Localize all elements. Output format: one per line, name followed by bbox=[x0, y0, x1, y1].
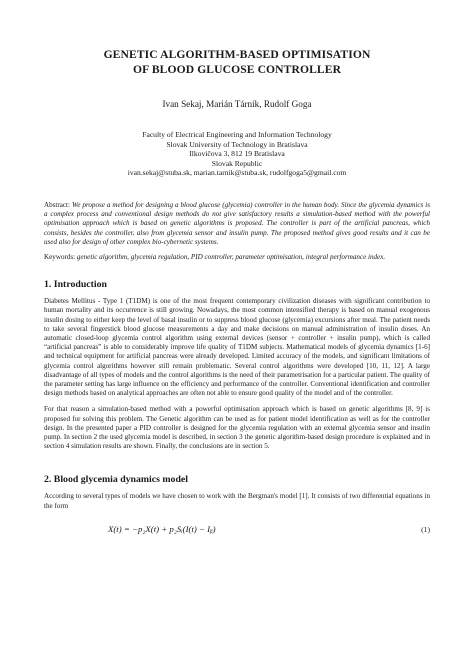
affiliation-line: Slovak University of Technology in Bratislava bbox=[166, 139, 308, 149]
section-1-heading: 1. Introduction bbox=[44, 279, 107, 291]
title-line-2: OF BLOOD GLUCOSE CONTROLLER bbox=[132, 63, 342, 76]
section-1-paragraph-1: Diabetes Mellitus - Type 1 (T1DM) is one of the most frequent contemporary civilization diseases with significant contribution to human mortality and its occurrence is still growing. Nowadays, the most common intensified therapy is based on manual exogenous insulin dosing to either keep the level of basal insulin or to suppress blood glucose (glycemia) excursions after meal. The patient needs to take several fingerstick blood glucose measurements a day and make decisions on manual administration of insulin doses. An automatic closed-loop glycemia control algorithm using external devices (sensor + controller + insulin pump), which is called “artificial pancreas” is able to considerably improve life quality of T1DM subjects. Mathematical models of glycemia dynamics [1-6] and technical equipment for artificial pancreas were already developed. Limited accuracy of the models, and significant limitations of glycemia control algorithms however still remain problematic. Several control algorithms were developed [10, 11, 12]. A large disadvantage of all types of models and the control algorithms is the need of their parametrisation for a particular patient. The quality of the parameter setting has large influence on the efficiency and performance of the controller. Conventional identification and controller design methods based on analytical approaches are often not able to ensure good quality of the model and of the controller. bbox=[44, 297, 430, 398]
title-line-1: GENETIC ALGORITHM-BASED OPTIMISATION bbox=[103, 48, 371, 61]
keywords-label: Keywords: bbox=[44, 252, 76, 261]
paper-title bbox=[44, 0, 430, 77]
section-1-paragraph-2: For that reason a simulation-based method with a powerful optimisation approach which is based on genetic algorithms [8, 9] is proposed for solving this problem. The Genetic algorithm can be used as for patient model identification as well as for the controller design. In the presented paper a PID controller is designed for the glycemia regulation with an external glycemia sensor and insulin pump. In section 2 the used glycemia model is described, in section 3 the genetic algorithm-based design procedure is explained and in section 4 simulation results are shown. Finally, the conclusions are in section 5. bbox=[44, 405, 430, 451]
section-2-paragraph-1: According to several types of models we have chosen to work with the Bergman's model [1]. It consists of two differential equations in the form bbox=[44, 492, 430, 510]
abstract-text: We propose a method for designing a blood glucose (glycemia) controller in the human body. Since the glycemia dynamics is a complex process and conventional design methods do not give satisfactory results a simulation-based method with the powerful optimisation approach which is based on genetic algorithms is proposed. The controller is part of the artificial pancreas, which consists, besides the controller, also from glycemia sensor and insulin pump. The proposed method gives good results and it can be used also for design of other complex bio-cybernetic systems. bbox=[44, 200, 430, 246]
equation-expression: X(t) = −p₂X(t) + p₂Sᵢ(I(t) − Iᵦ) bbox=[108, 523, 216, 534]
keywords bbox=[44, 253, 430, 262]
keywords-text: genetic algorithm, glycemia regulation, PID controller, parameter optimisation, integral performance index. bbox=[76, 252, 386, 261]
affiliation-line: Faculty of Electrical Engineering and Information Technology bbox=[142, 130, 332, 139]
abstract bbox=[44, 201, 430, 247]
equation-number: (1) bbox=[421, 524, 430, 534]
authors: Ivan Sekaj, Marián Tárník, Rudolf Goga bbox=[162, 99, 312, 109]
abstract-label: Abstract: bbox=[44, 200, 71, 209]
section-2-heading: 2. Blood glycemia dynamics model bbox=[44, 474, 188, 486]
affiliation-emails: ivan.sekaj@stuba.sk, marian.tarnik@stuba.sk, rudolfgoga5@gmail.com bbox=[127, 168, 347, 178]
equation-1 bbox=[44, 524, 430, 538]
affiliation-line: Slovak Republic bbox=[211, 158, 263, 168]
affiliation bbox=[44, 130, 430, 178]
affiliation-line: Ilkovičova 3, 812 19 Bratislava bbox=[189, 149, 285, 159]
